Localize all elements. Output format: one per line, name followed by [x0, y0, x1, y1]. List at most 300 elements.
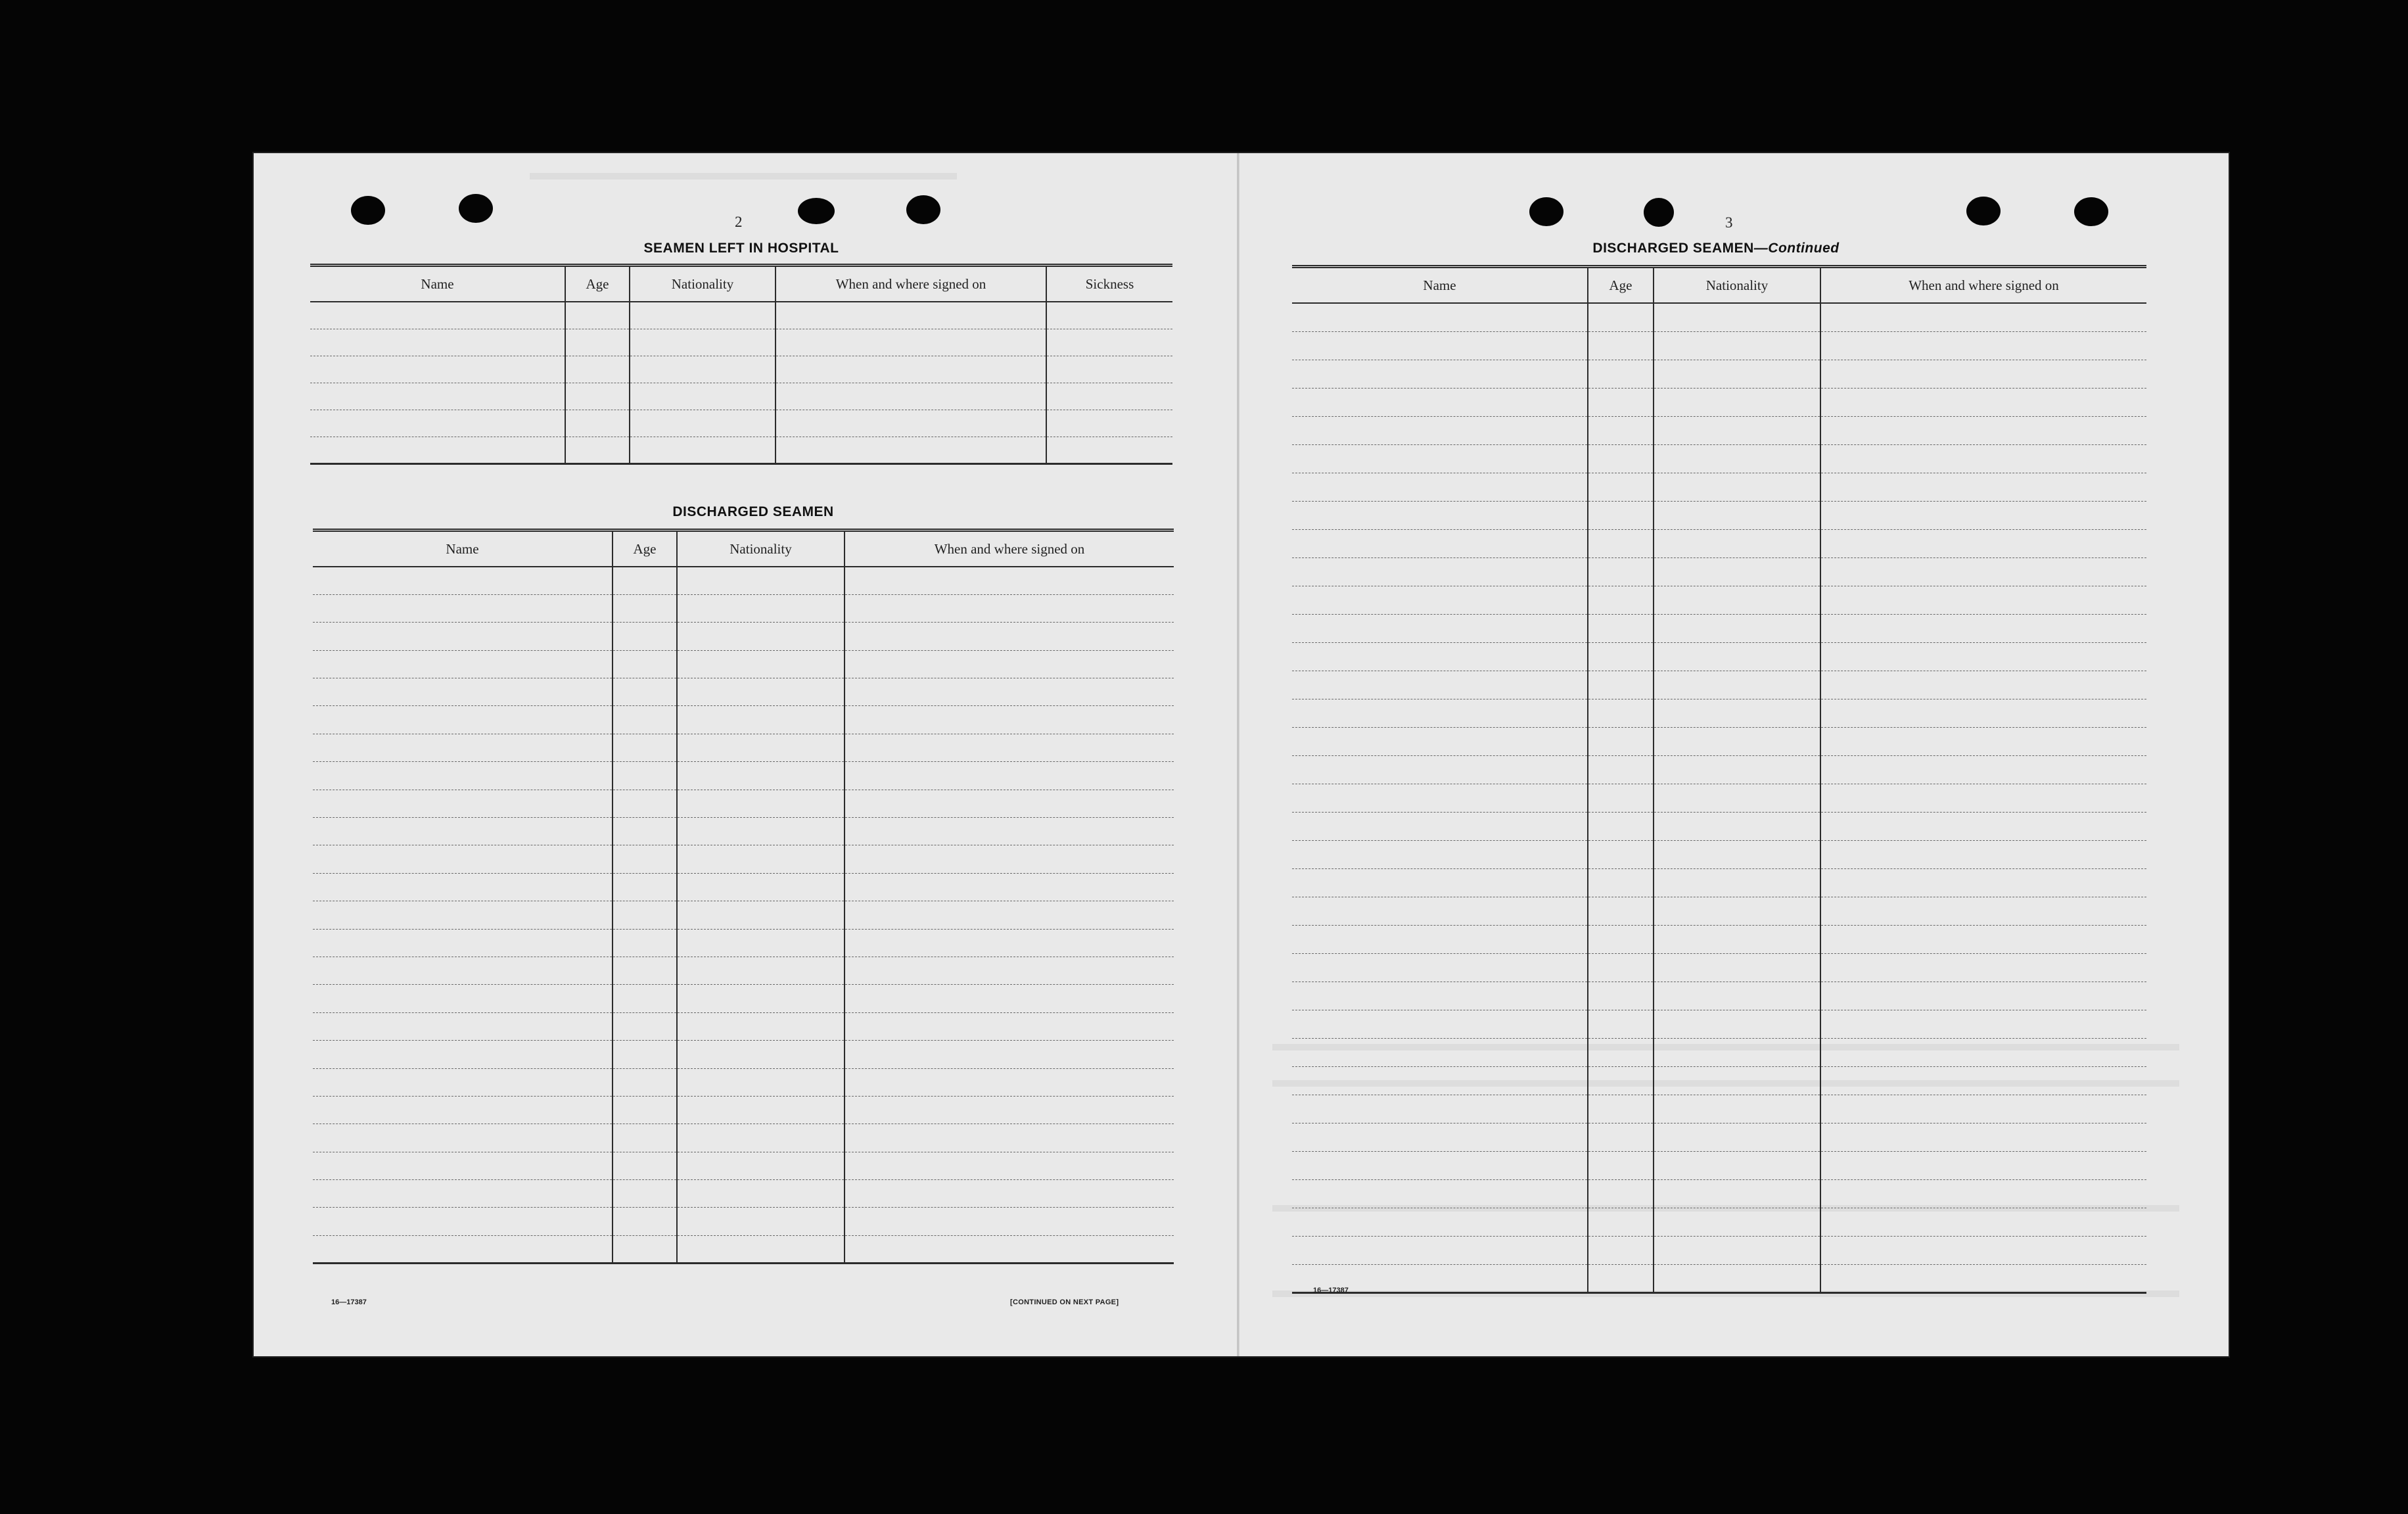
blank-cell: [1292, 388, 1588, 416]
blank-cell: [1292, 1208, 1588, 1236]
blank-cell: [313, 929, 613, 957]
blank-cell: [845, 985, 1174, 1012]
blank-cell: [776, 356, 1046, 383]
blank-cell: [1654, 1066, 1820, 1095]
blank-cell: [313, 678, 613, 706]
blank-cell: [776, 410, 1046, 437]
blank-cell: [1820, 671, 2146, 699]
table-row: [313, 1180, 1174, 1208]
table-row: [313, 762, 1174, 790]
blank-cell: [1292, 501, 1588, 529]
blank-cell: [845, 790, 1174, 817]
table-row: [1292, 642, 2146, 671]
blank-cell: [1654, 982, 1820, 1010]
blank-cell: [313, 1041, 613, 1068]
table-row: [1292, 529, 2146, 557]
blank-cell: [1046, 302, 1172, 329]
discharged-table-body: [313, 567, 1174, 1264]
column-header-signed-on: When and where signed on: [845, 531, 1174, 567]
blank-cell: [1292, 953, 1588, 982]
blank-cell: [1292, 1236, 1588, 1264]
blank-cell: [845, 706, 1174, 734]
blank-cell: [613, 845, 677, 873]
blank-cell: [1654, 1123, 1820, 1151]
left-page: [254, 153, 1237, 1356]
blank-cell: [1820, 642, 2146, 671]
blank-cell: [1820, 953, 2146, 982]
blank-cell: [677, 623, 845, 650]
column-header-sickness: Sickness: [1046, 266, 1172, 302]
table-row: [313, 567, 1174, 594]
blank-cell: [1820, 614, 2146, 642]
blank-cell: [1820, 303, 2146, 331]
blank-cell: [1588, 473, 1654, 501]
blank-cell: [1654, 1095, 1820, 1123]
blank-cell: [677, 1068, 845, 1096]
table-row: [1292, 614, 2146, 642]
blank-cell: [613, 790, 677, 817]
table-row: [1292, 1208, 2146, 1236]
blank-cell: [1654, 1264, 1820, 1292]
table-row: [310, 302, 1172, 329]
table-row: [1292, 557, 2146, 586]
table-row: [1292, 671, 2146, 699]
blank-cell: [1046, 383, 1172, 410]
blank-cell: [565, 383, 630, 410]
blank-cell: [1292, 1010, 1588, 1038]
blank-cell: [613, 818, 677, 845]
blank-cell: [1588, 953, 1654, 982]
blank-cell: [1654, 1208, 1820, 1236]
blank-cell: [1588, 925, 1654, 953]
blank-cell: [1588, 1095, 1654, 1123]
blank-cell: [1654, 1038, 1820, 1066]
blank-cell: [1046, 329, 1172, 356]
blank-cell: [613, 1180, 677, 1208]
blank-cell: [1654, 1179, 1820, 1208]
blank-cell: [677, 901, 845, 929]
blank-cell: [845, 762, 1174, 790]
blank-cell: [565, 410, 630, 437]
table-row: [1292, 982, 2146, 1010]
blank-cell: [677, 1012, 845, 1040]
blank-cell: [313, 734, 613, 761]
blank-cell: [1588, 388, 1654, 416]
table-row: [313, 929, 1174, 957]
blank-cell: [776, 302, 1046, 329]
blank-cell: [1820, 1123, 2146, 1151]
table-row: [1292, 1066, 2146, 1095]
blank-cell: [1654, 1010, 1820, 1038]
blank-cell: [613, 957, 677, 984]
blank-cell: [313, 623, 613, 650]
blank-cell: [845, 1012, 1174, 1040]
blank-cell: [1654, 501, 1820, 529]
blank-cell: [565, 356, 630, 383]
table-row: [313, 1152, 1174, 1179]
section-title-text: DISCHARGED SEAMEN: [1592, 241, 1754, 256]
blank-cell: [313, 1096, 613, 1124]
blank-cell: [776, 329, 1046, 356]
table-row: [1292, 1095, 2146, 1123]
blank-cell: [845, 901, 1174, 929]
table-row: [313, 873, 1174, 901]
blank-cell: [1588, 812, 1654, 840]
blank-cell: [1820, 501, 2146, 529]
blank-cell: [1820, 1066, 2146, 1095]
blank-cell: [1654, 727, 1820, 755]
table-row: [1292, 586, 2146, 614]
blank-cell: [845, 1096, 1174, 1124]
blank-cell: [1588, 868, 1654, 897]
blank-cell: [1654, 360, 1820, 388]
blank-cell: [1820, 416, 2146, 444]
table-row: [1292, 897, 2146, 925]
blank-cell: [1654, 784, 1820, 812]
blank-cell: [1588, 1066, 1654, 1095]
table-row: [1292, 1010, 2146, 1038]
blank-cell: [1292, 925, 1588, 953]
table-row: [313, 901, 1174, 929]
hospital-section-title: SEAMEN LEFT IN HOSPITAL: [643, 241, 839, 256]
blank-cell: [1654, 1236, 1820, 1264]
blank-cell: [1820, 982, 2146, 1010]
table-row: [1292, 444, 2146, 473]
blank-cell: [1292, 416, 1588, 444]
table-row: [1292, 840, 2146, 868]
blank-cell: [1820, 727, 2146, 755]
blank-cell: [313, 957, 613, 984]
page-number: 2: [735, 214, 743, 230]
blank-cell: [310, 356, 565, 383]
blank-cell: [613, 678, 677, 706]
blank-cell: [845, 678, 1174, 706]
blank-cell: [313, 706, 613, 734]
table-row: [1292, 360, 2146, 388]
scanned-form-spread: [254, 153, 2229, 1356]
blank-cell: [1820, 755, 2146, 784]
blank-cell: [1820, 925, 2146, 953]
table-row: [313, 1235, 1174, 1263]
blank-cell: [313, 567, 613, 594]
blank-cell: [1588, 1236, 1654, 1264]
table-row: [313, 706, 1174, 734]
blank-cell: [845, 1180, 1174, 1208]
blank-cell: [776, 383, 1046, 410]
blank-cell: [1820, 897, 2146, 925]
blank-cell: [677, 706, 845, 734]
blank-cell: [1588, 727, 1654, 755]
table-row: [313, 623, 1174, 650]
column-header-nationality: Nationality: [677, 531, 845, 567]
blank-cell: [310, 437, 565, 463]
blank-cell: [1820, 1151, 2146, 1179]
blank-cell: [1292, 642, 1588, 671]
blank-cell: [1292, 699, 1588, 727]
blank-cell: [845, 567, 1174, 594]
blank-cell: [1820, 557, 2146, 586]
blank-cell: [1820, 812, 2146, 840]
blank-cell: [1588, 1264, 1654, 1292]
table-row: [313, 845, 1174, 873]
discharged-table: [313, 529, 1174, 1264]
blank-cell: [1820, 473, 2146, 501]
blank-cell: [845, 1208, 1174, 1235]
table-row: [310, 329, 1172, 356]
blank-cell: [1292, 444, 1588, 473]
blank-cell: [613, 567, 677, 594]
table-row: [1292, 784, 2146, 812]
blank-cell: [313, 873, 613, 901]
blank-cell: [1654, 699, 1820, 727]
blank-cell: [1654, 444, 1820, 473]
blank-cell: [677, 594, 845, 622]
blank-cell: [677, 929, 845, 957]
blank-cell: [1292, 1151, 1588, 1179]
blank-cell: [1292, 360, 1588, 388]
blank-cell: [1588, 755, 1654, 784]
blank-cell: [1820, 1236, 2146, 1264]
blank-cell: [1820, 868, 2146, 897]
blank-cell: [1292, 614, 1588, 642]
blank-cell: [613, 873, 677, 901]
blank-cell: [1588, 671, 1654, 699]
blank-cell: [313, 818, 613, 845]
blank-cell: [313, 1180, 613, 1208]
blank-cell: [845, 650, 1174, 678]
blank-cell: [1292, 840, 1588, 868]
table-row: [1292, 1264, 2146, 1292]
blank-cell: [1654, 812, 1820, 840]
blank-cell: [845, 1068, 1174, 1096]
blank-cell: [613, 1124, 677, 1152]
discharged-section-title: DISCHARGED SEAMEN: [672, 504, 834, 519]
blank-cell: [565, 329, 630, 356]
discharged-continued-table: [1292, 265, 2146, 1294]
table-row: [313, 985, 1174, 1012]
blank-cell: [1292, 982, 1588, 1010]
blank-cell: [776, 437, 1046, 463]
blank-cell: [313, 1208, 613, 1235]
blank-cell: [677, 1180, 845, 1208]
blank-cell: [845, 845, 1174, 873]
blank-cell: [313, 1068, 613, 1096]
blank-cell: [1654, 897, 1820, 925]
column-header-name: Name: [310, 266, 565, 302]
blank-cell: [1820, 1264, 2146, 1292]
form-number: 16—17387: [1313, 1287, 1349, 1294]
blank-cell: [1588, 642, 1654, 671]
blank-cell: [1588, 1038, 1654, 1066]
table-row: [1292, 925, 2146, 953]
blank-cell: [845, 594, 1174, 622]
blank-cell: [1654, 642, 1820, 671]
column-header-age: Age: [565, 266, 630, 302]
blank-cell: [1820, 444, 2146, 473]
blank-cell: [1292, 1179, 1588, 1208]
blank-cell: [1588, 303, 1654, 331]
column-header-nationality: Nationality: [1654, 267, 1820, 304]
table-row: [313, 734, 1174, 761]
blank-cell: [845, 818, 1174, 845]
blank-cell: [677, 678, 845, 706]
table-row: [310, 383, 1172, 410]
table-row: [313, 957, 1174, 984]
blank-cell: [1588, 444, 1654, 473]
blank-cell: [845, 1124, 1174, 1152]
blank-cell: [565, 437, 630, 463]
blank-cell: [1292, 331, 1588, 360]
table-row: [1292, 1151, 2146, 1179]
table-row: [310, 437, 1172, 463]
table-row: [1292, 1038, 2146, 1066]
blank-cell: [313, 901, 613, 929]
blank-cell: [1588, 840, 1654, 868]
blank-cell: [1820, 586, 2146, 614]
blank-cell: [677, 762, 845, 790]
blank-cell: [1588, 416, 1654, 444]
blank-cell: [613, 1096, 677, 1124]
table-row: [1292, 1123, 2146, 1151]
blank-cell: [613, 1152, 677, 1179]
blank-cell: [1046, 356, 1172, 383]
column-header-signed-on: When and where signed on: [1820, 267, 2146, 304]
table-header-row: [1292, 267, 2146, 304]
discharged-continued-title: [1592, 241, 1839, 256]
blank-cell: [613, 929, 677, 957]
table-row: [1292, 1236, 2146, 1264]
blank-cell: [613, 706, 677, 734]
blank-cell: [677, 1124, 845, 1152]
blank-cell: [1588, 784, 1654, 812]
blank-cell: [1588, 331, 1654, 360]
column-header-age: Age: [613, 531, 677, 567]
blank-cell: [1588, 360, 1654, 388]
blank-cell: [1654, 671, 1820, 699]
table-row: [1292, 812, 2146, 840]
blank-cell: [1292, 529, 1588, 557]
blank-cell: [1654, 925, 1820, 953]
table-row: [313, 818, 1174, 845]
blank-cell: [1046, 410, 1172, 437]
blank-cell: [845, 1041, 1174, 1068]
blank-cell: [630, 356, 776, 383]
blank-cell: [1820, 1038, 2146, 1066]
blank-cell: [1820, 840, 2146, 868]
blank-cell: [613, 1235, 677, 1263]
table-row: [1292, 473, 2146, 501]
blank-cell: [1292, 557, 1588, 586]
blank-cell: [613, 650, 677, 678]
blank-cell: [1820, 529, 2146, 557]
blank-cell: [1292, 812, 1588, 840]
blank-cell: [1588, 699, 1654, 727]
blank-cell: [1588, 1179, 1654, 1208]
right-page: [1239, 153, 2229, 1356]
blank-cell: [1588, 1010, 1654, 1038]
blank-cell: [613, 1041, 677, 1068]
blank-cell: [313, 790, 613, 817]
blank-cell: [1588, 897, 1654, 925]
blank-cell: [1588, 982, 1654, 1010]
section-title-suffix: —Continued: [1753, 241, 1840, 256]
table-row: [1292, 303, 2146, 331]
blank-cell: [1820, 1095, 2146, 1123]
blank-cell: [1820, 699, 2146, 727]
blank-cell: [677, 1096, 845, 1124]
blank-cell: [845, 873, 1174, 901]
blank-cell: [1292, 473, 1588, 501]
blank-cell: [845, 734, 1174, 761]
blank-cell: [1654, 840, 1820, 868]
blank-cell: [1292, 897, 1588, 925]
table-row: [313, 1012, 1174, 1040]
blank-cell: [677, 734, 845, 761]
table-row: [313, 790, 1174, 817]
blank-cell: [613, 1068, 677, 1096]
blank-cell: [313, 650, 613, 678]
blank-cell: [845, 957, 1174, 984]
blank-cell: [313, 1152, 613, 1179]
blank-cell: [1654, 331, 1820, 360]
column-header-signed-on: When and where signed on: [776, 266, 1046, 302]
blank-cell: [845, 929, 1174, 957]
blank-cell: [1654, 473, 1820, 501]
table-row: [313, 1041, 1174, 1068]
blank-cell: [845, 1235, 1174, 1263]
table-header-row: [313, 531, 1174, 567]
blank-cell: [613, 985, 677, 1012]
discharged-continued-table-body: [1292, 303, 2146, 1292]
continued-note: [CONTINUED ON NEXT PAGE]: [1010, 1298, 1119, 1306]
table-row: [313, 650, 1174, 678]
blank-cell: [677, 1235, 845, 1263]
blank-cell: [1292, 671, 1588, 699]
table-row: [1292, 501, 2146, 529]
table-row: [1292, 388, 2146, 416]
blank-cell: [1654, 755, 1820, 784]
column-header-nationality: Nationality: [630, 266, 776, 302]
blank-cell: [313, 1124, 613, 1152]
table-row: [1292, 868, 2146, 897]
blank-cell: [310, 302, 565, 329]
blank-cell: [1588, 529, 1654, 557]
blank-cell: [1820, 388, 2146, 416]
table-row: [1292, 699, 2146, 727]
column-header-name: Name: [313, 531, 613, 567]
blank-cell: [313, 1012, 613, 1040]
blank-cell: [1292, 1095, 1588, 1123]
table-row: [310, 356, 1172, 383]
blank-cell: [1292, 1066, 1588, 1095]
blank-cell: [1292, 303, 1588, 331]
table-row: [310, 410, 1172, 437]
blank-cell: [677, 1041, 845, 1068]
blank-cell: [1588, 1208, 1654, 1236]
blank-cell: [1820, 784, 2146, 812]
blank-cell: [613, 594, 677, 622]
table-row: [1292, 727, 2146, 755]
blank-cell: [1654, 1151, 1820, 1179]
table-row: [1292, 1179, 2146, 1208]
table-header-row: [310, 266, 1172, 302]
blank-cell: [310, 329, 565, 356]
blank-cell: [613, 1012, 677, 1040]
table-row: [313, 1096, 1174, 1124]
blank-cell: [845, 623, 1174, 650]
blank-cell: [1820, 331, 2146, 360]
blank-cell: [677, 845, 845, 873]
